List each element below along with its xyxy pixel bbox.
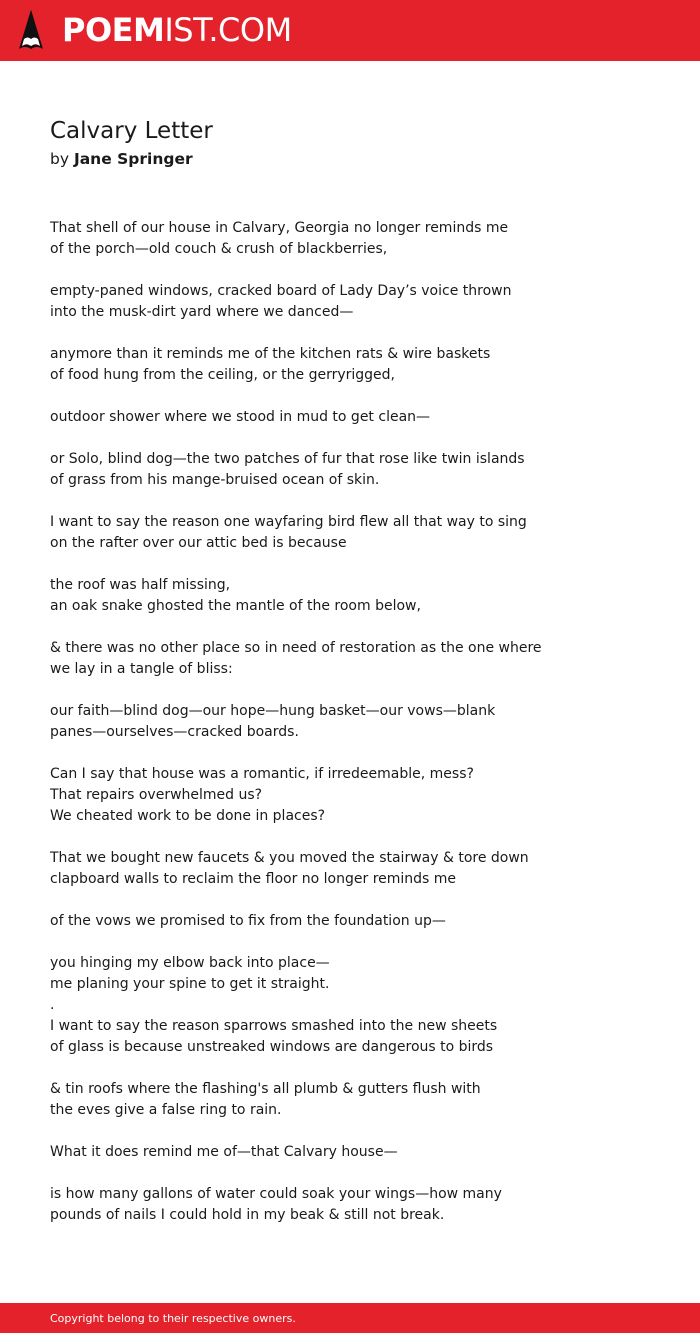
poem-line: . <box>50 997 55 1013</box>
poem-line: of the porch—old couch & crush of blackberries, <box>50 241 388 257</box>
poem-line: me planing your spine to get it straight. <box>50 976 330 992</box>
pencil-tip-icon[interactable] <box>18 9 44 52</box>
stanza-break <box>50 1121 670 1142</box>
poem-line: empty-paned windows, cracked board of Lady Day’s voice thrown <box>50 283 512 299</box>
poem-line: What it does remind me of—that Calvary house— <box>50 1144 398 1160</box>
stanza-break <box>50 428 670 449</box>
poem-line: panes—ourselves—cracked boards. <box>50 724 299 740</box>
stanza-break <box>50 260 670 281</box>
poem-body <box>50 218 670 1226</box>
poem-line: That we bought new faucets & you moved the stairway & tore down <box>50 850 529 866</box>
poem-line: you hinging my elbow back into place— <box>50 955 330 971</box>
poem-line: anymore than it reminds me of the kitchen rats & wire baskets <box>50 346 491 362</box>
poem-line: on the rafter over our attic bed is because <box>50 535 347 551</box>
poem-line: the roof was half missing, <box>50 577 231 593</box>
poem-line: outdoor shower where we stood in mud to get clean— <box>50 409 431 425</box>
brand-light: IST.COM <box>164 11 292 49</box>
poem-line: clapboard walls to reclaim the floor no longer reminds me <box>50 871 457 887</box>
poem-line: I want to say the reason sparrows smashed into the new sheets <box>50 1018 498 1034</box>
stanza-break <box>50 1163 670 1184</box>
brand-bold: POEM <box>62 11 165 49</box>
poem-line: of the vows we promised to fix from the foundation up— <box>50 913 446 929</box>
poem-line: Can I say that house was a romantic, if irredeemable, mess? <box>50 766 474 782</box>
poem-line: of grass from his mange-bruised ocean of skin. <box>50 472 380 488</box>
stanza-break <box>50 1058 670 1079</box>
poem-line: That shell of our house in Calvary, Georgia no longer reminds me <box>50 220 509 236</box>
stanza-break <box>50 617 670 638</box>
poem-byline <box>50 147 193 171</box>
copyright-notice: Copyright belong to their respective owners. <box>50 1312 296 1325</box>
stanza-break <box>50 386 670 407</box>
poem-line: the eves give a false ring to rain. <box>50 1102 282 1118</box>
stanza-break <box>50 932 670 953</box>
author-name: Jane Springer <box>73 150 193 168</box>
poem-line: I want to say the reason one wayfaring bird flew all that way to sing <box>50 514 527 530</box>
poem-title: Calvary Letter <box>50 118 213 144</box>
poem-line: & there was no other place so in need of restoration as the one where <box>50 640 542 656</box>
poem-line: of glass is because unstreaked windows are dangerous to birds <box>50 1039 494 1055</box>
stanza-break <box>50 491 670 512</box>
poem-line: That repairs overwhelmed us? <box>50 787 263 803</box>
stanza-break <box>50 890 670 911</box>
stanza-break <box>50 323 670 344</box>
site-header <box>0 0 700 61</box>
poem-line: into the musk-dirt yard where we danced— <box>50 304 354 320</box>
stanza-break <box>50 554 670 575</box>
stanza-break <box>50 743 670 764</box>
by-label: by <box>50 150 70 168</box>
stanza-break <box>50 680 670 701</box>
poem-line: our faith—blind dog—our hope—hung basket—our vows—blank <box>50 703 496 719</box>
poem-line: of food hung from the ceiling, or the gerryrigged, <box>50 367 396 383</box>
poem-line: we lay in a tangle of bliss: <box>50 661 233 677</box>
poem-line: We cheated work to be done in places? <box>50 808 326 824</box>
poem-line: an oak snake ghosted the mantle of the room below, <box>50 598 421 614</box>
poem-line: is how many gallons of water could soak your wings—how many <box>50 1186 502 1202</box>
poem-line: & tin roofs where the flashing's all plumb & gutters flush with <box>50 1081 481 1097</box>
poem-line: or Solo, blind dog—the two patches of fur that rose like twin islands <box>50 451 525 467</box>
poem-line: pounds of nails I could hold in my beak & still not break. <box>50 1207 445 1223</box>
site-footer <box>0 1303 700 1333</box>
stanza-break <box>50 827 670 848</box>
site-logo-text[interactable] <box>62 10 292 50</box>
